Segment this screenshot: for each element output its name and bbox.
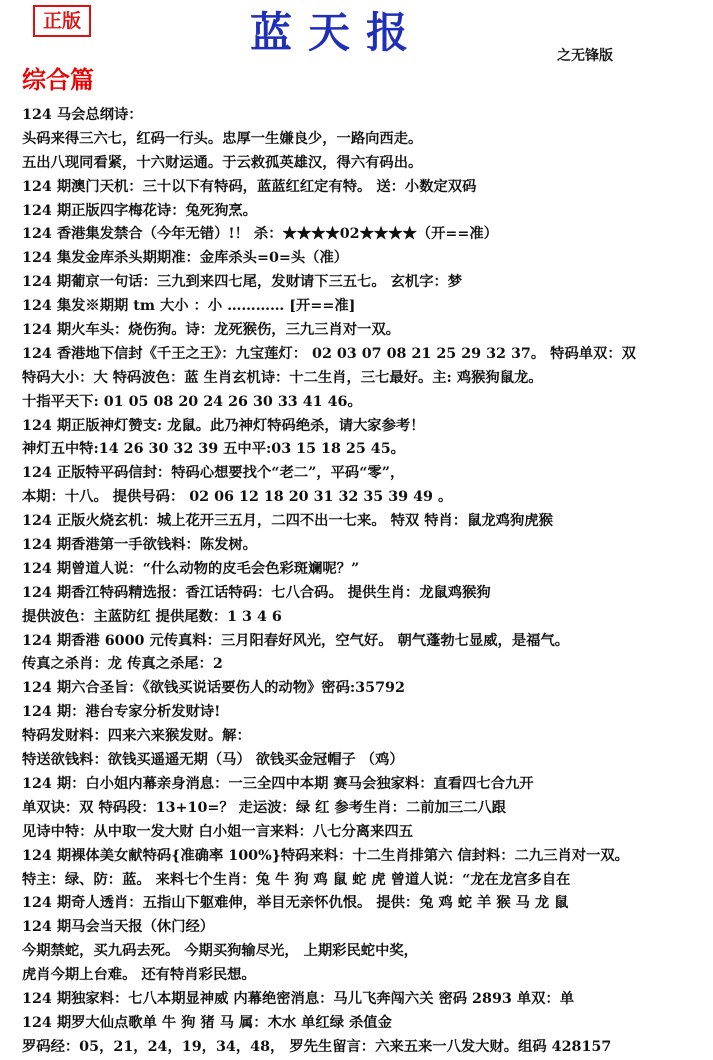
text-line: 头码来得三六七，红码一行头。忠厚一生嫌良少，一路向西走。: [22, 130, 423, 147]
text-line: 提供波色：主蓝防红 提供尾数：1 3 4 6: [22, 608, 282, 625]
text-line: 124 香港集发禁合（今年无错）!！ 杀：★★★★02★★★★（开==准）: [22, 226, 498, 243]
text-line: 见诗中特：从中取一发大财 白小姐一言来料：八七分离来四五: [22, 823, 413, 840]
text-line: 124 期葡京一句话：三九到来四七尾，发财请下三五七。 玄机字：梦: [22, 274, 463, 291]
text-line: 124 期正版神灯赞支: 龙鼠。此乃神灯特码绝杀，请大家参考！: [22, 417, 425, 434]
text-line: 124 期奇人透肖：五指山下躯难伸，举目无亲怀仇恨。 提供：兔 鸡 蛇 羊 猴 马 龙 鼠: [22, 895, 569, 912]
text-line: 124 期罗大仙点歌单 牛 狗 猪 马 属：木水 单红绿 杀值金: [22, 1014, 392, 1031]
text-line: 124 正版火烧玄机：城上花开三五月，二四不出一七来。 特双 特肖：鼠龙鸡狗虎猴: [22, 513, 553, 530]
text-line: 124 集发※期期 tm 大小 ：小 ………… [开==准]: [22, 298, 356, 315]
page-title: 蓝天报: [250, 8, 425, 57]
text-line: 124 正版特平码信封：特码心想要找个“老二”，平码“零”，: [22, 465, 405, 482]
text-line: 124 期香江特码精选报：香江话特码：七八合码。 提供生肖：龙鼠鸡猴狗: [22, 584, 491, 601]
text-line: 罗码经：05，21，24，19，34，48， 罗先生留言：六来五来一八发大财。组码 428157: [22, 1038, 612, 1055]
content-lines: [22, 104, 712, 1060]
section-heading: 综合篇: [22, 65, 94, 94]
edition-label: 之无锋版: [557, 48, 613, 64]
text-line: 124 期香港 6000 元传真料：三月阳春好风光，空气好。 朝气蓬勃七显威，是福气。: [22, 632, 570, 649]
text-line: 神灯五中特:14 26 30 32 39 五中平:03 15 18 25 45。: [22, 441, 405, 458]
text-line: 特码发财料：四来六来猴发财。解：: [22, 728, 251, 745]
text-line: 124 期：白小姐内幕亲身消息：一三全四中本期 赛马会独家料：直看四七合九开: [22, 775, 534, 792]
text-line: 124 期火车头：烧伤狗。诗：龙死猴伤，三九三肖对一双。: [22, 322, 400, 339]
text-line: 特主：绿、防：蓝。 来料七个生肖：兔 牛 狗 鸡 鼠 蛇 虎 曾道人说：“龙在龙宫多自在: [22, 871, 571, 888]
text-line: 124 期独家料：七八本期显神威 内幕绝密消息：马儿飞奔闯六关 密码 2893 单双：单: [22, 990, 575, 1007]
text-line: 124 马会总纲诗：: [22, 107, 143, 123]
text-line: 124 香港地下信封《千王之王》：九宝莲灯： 02 03 07 08 21 25 29 32 37。 特码单双：双: [22, 345, 636, 362]
genuine-edition-stamp: 正版: [33, 5, 91, 37]
text-line: 十指平天下: 01 05 08 20 24 26 30 33 41 46。: [22, 393, 362, 410]
text-line: 124 期：港台专家分析发财诗!: [22, 704, 221, 721]
text-line: 124 期裸体美女献特码{准确率 100%}特码来料：十二生肖排第六 信封料：二九三肖对一双。: [22, 847, 629, 864]
text-line: 124 期澳门天机：三十以下有特码，蓝蓝红红定有特。 送：小数定双码: [22, 178, 477, 195]
text-line: 124 集发金库杀头期期准：金库杀头=0=头（准）: [22, 250, 349, 267]
text-line: 传真之杀肖：龙 传真之杀尾：2: [22, 656, 223, 673]
text-line: 特送欲钱料：欲钱买遥遥无期（马） 欲钱买金冠帽子 （鸡）: [22, 752, 404, 769]
text-line: 单双诀：双 特码段：13+10=？ 走运波：绿 红 参考生肖：二前加三二八跟: [22, 799, 506, 816]
text-line: 124 期马会当天报（休门经）: [22, 919, 215, 936]
text-line: 今期禁蛇，买九码去死。 今期买狗输尽光， 上期彩民蛇中奖，: [22, 943, 418, 960]
text-line: 124 期正版四字梅花诗：兔死狗烹。: [22, 202, 257, 219]
text-line: 124 期香港第一手欲钱料：陈发树。: [22, 537, 257, 554]
text-line: 特码大小：大 特码波色：蓝 生肖玄机诗：十二生肖，三七最好。主: 鸡猴狗鼠龙。: [22, 369, 543, 386]
text-line: 124 期六合圣旨：《欲钱买说话要伤人的动物》密码:35792: [22, 680, 405, 697]
text-line: 虎肖今期上台难。 还有特肖彩民想。: [22, 967, 256, 984]
text-line: 五出八现同看紧，十六财运通。于云救孤英雄汉，得六有码出。: [22, 154, 423, 171]
text-line: 124 期曾道人说：“什么动物的皮毛会色彩斑斓呢？”: [22, 560, 360, 577]
text-line: 本期：十八。 提供号码： 02 06 12 18 20 31 32 35 39 49 。: [22, 489, 453, 506]
